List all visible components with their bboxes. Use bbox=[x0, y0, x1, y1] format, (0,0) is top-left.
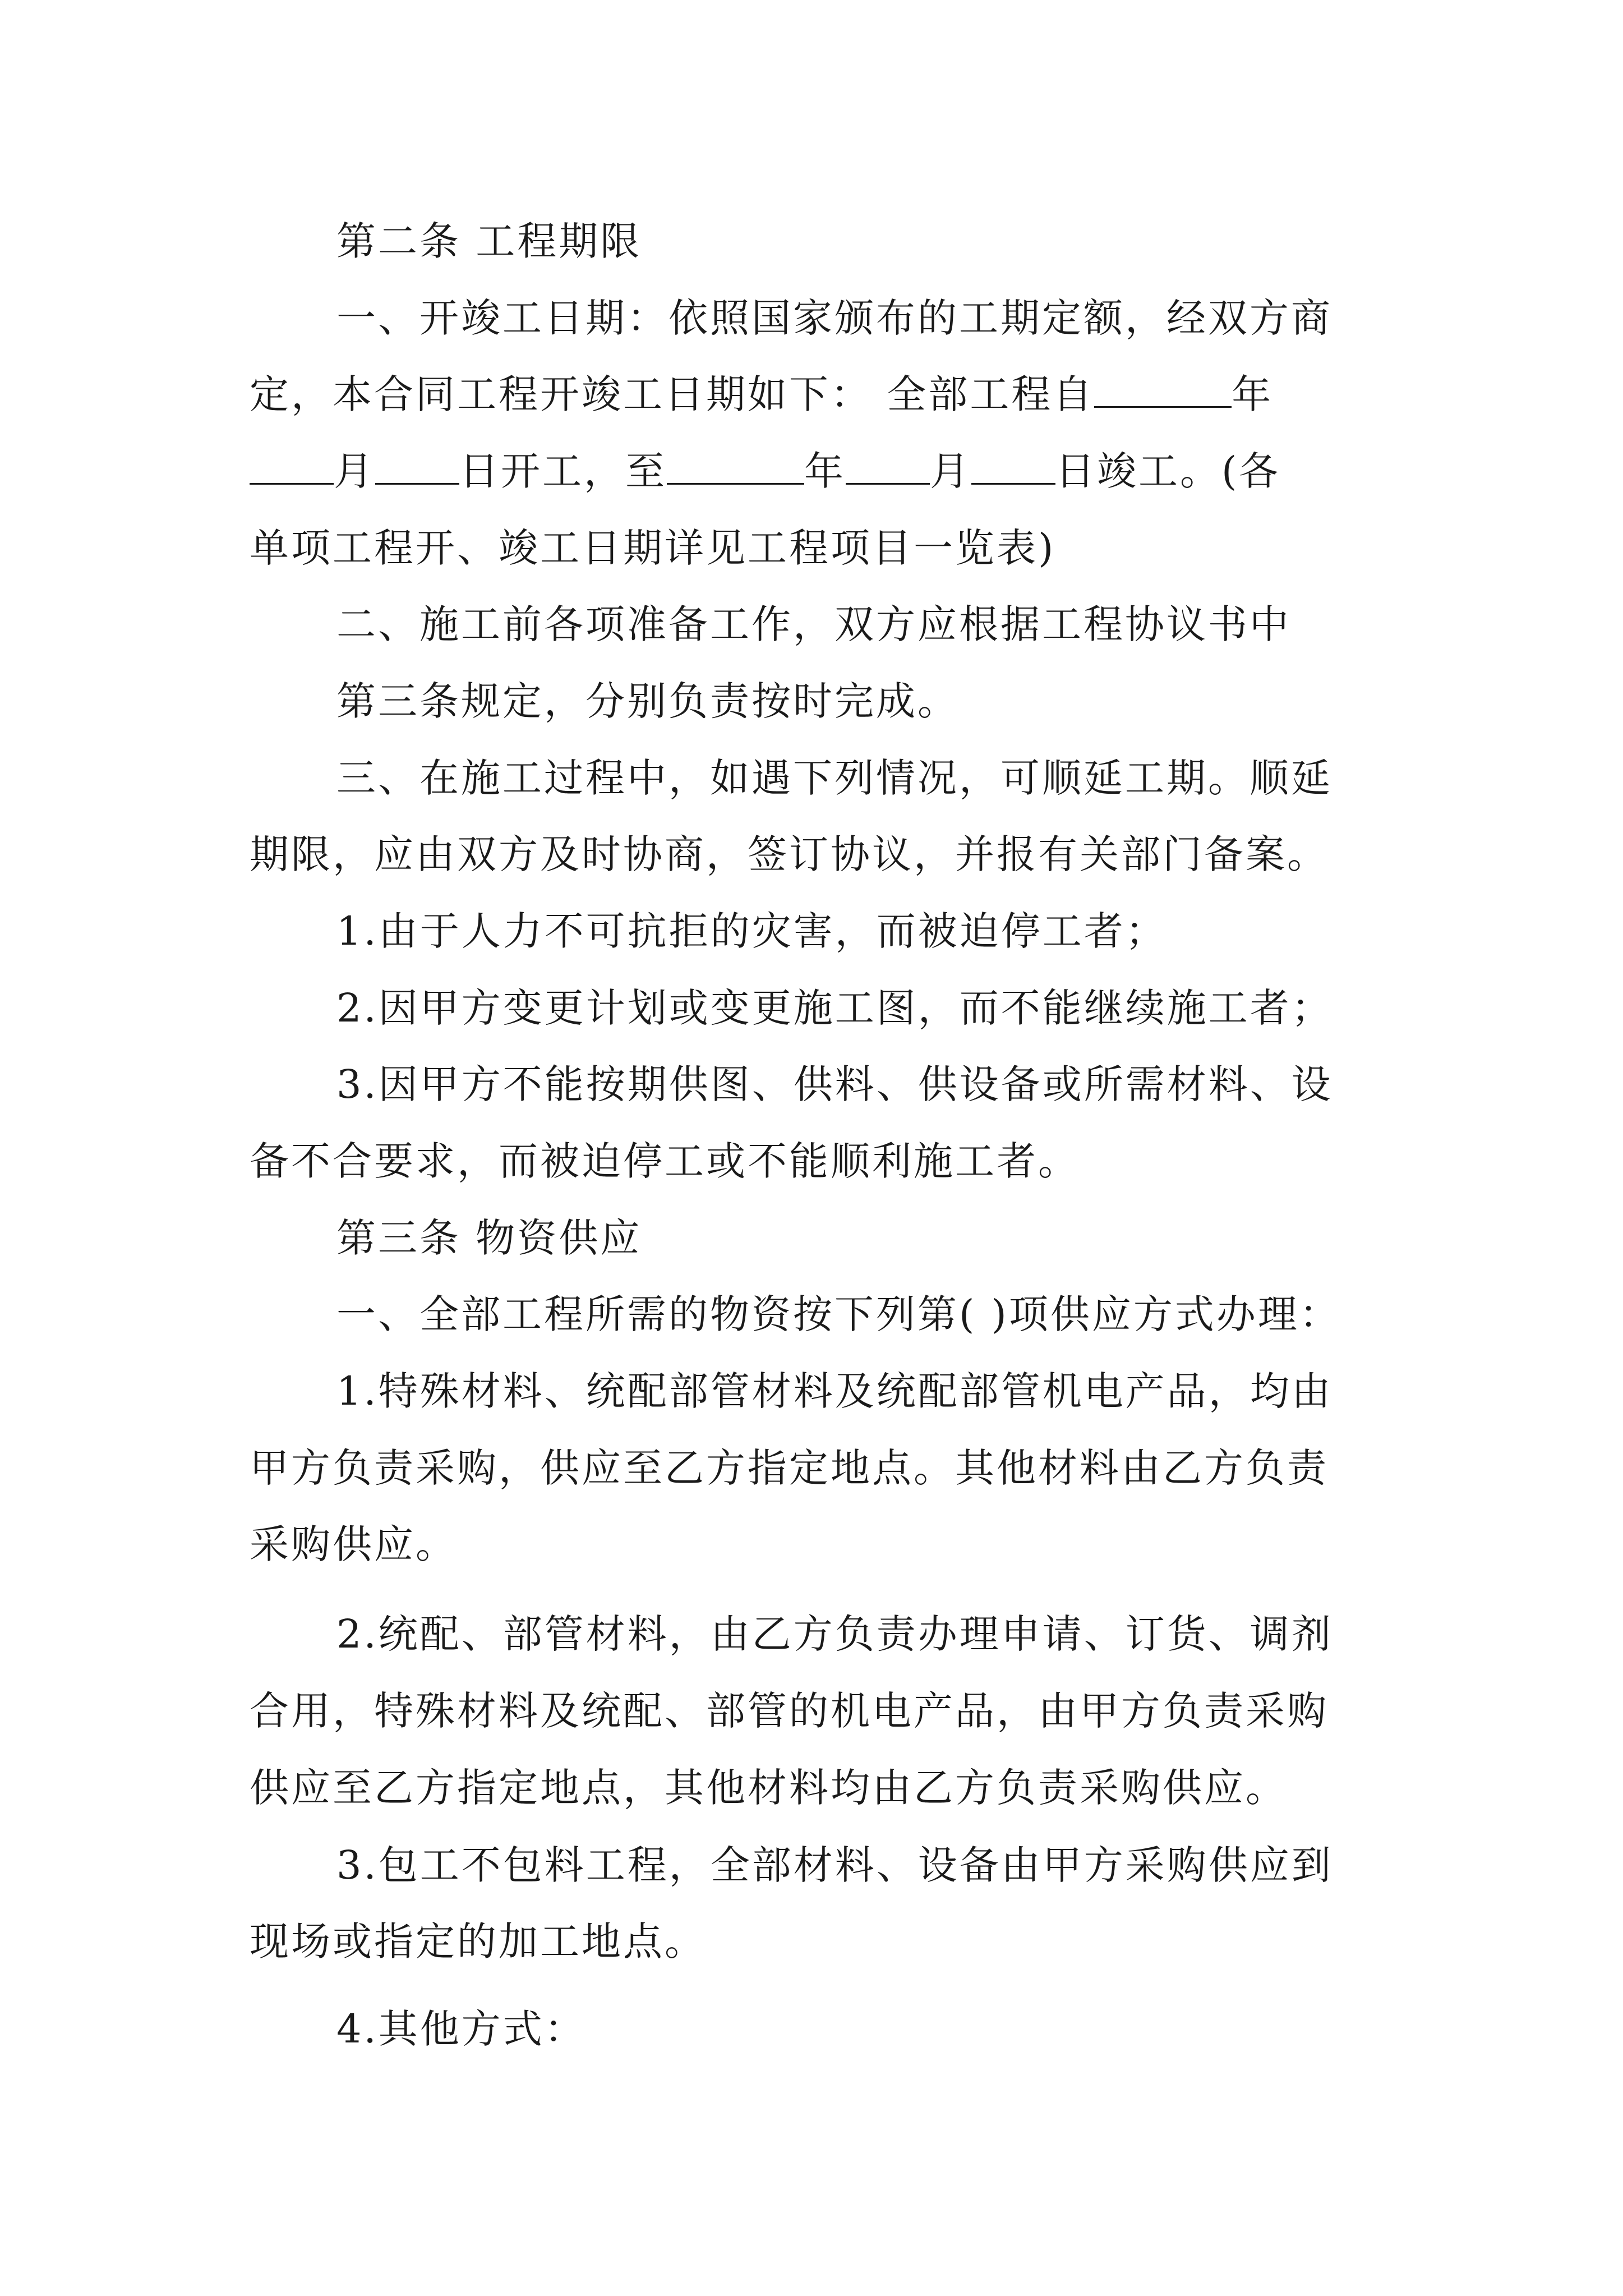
article2-p1-line1: 一、开竣工日期：依照国家颁布的工期定额，经双方商 bbox=[336, 295, 1332, 341]
article2-p1-line2 bbox=[250, 369, 1273, 420]
start-day-blank bbox=[375, 448, 459, 485]
article3-opt2-line1: 2.统配、部管材料，由乙方负责办理申请、订货、调剂 bbox=[336, 1611, 1333, 1657]
start-day-label: 日开工，至 bbox=[459, 448, 667, 494]
end-month-blank bbox=[846, 448, 930, 485]
article2-p3-line1: 三、在施工过程中，如遇下列情况，可顺延工期。顺延 bbox=[336, 755, 1332, 801]
article2-p1-line2-text: 定，本合同工程开竣工日期如下： 全部工程自 bbox=[250, 371, 1095, 417]
start-year-label: 年 bbox=[1232, 371, 1274, 417]
article2-p2-line1: 二、施工前各项准备工作，双方应根据工程协议书中 bbox=[336, 601, 1291, 647]
article2-p3-line2: 期限，应由双方及时协商，签订协议，并报有关部门备案。 bbox=[250, 831, 1329, 877]
article2-p1-line3 bbox=[250, 446, 1280, 496]
article2-heading: 第二条 工程期限 bbox=[336, 218, 642, 264]
article3-opt2-line2: 合用，特殊材料及统配、部管的机电产品，由甲方负责采购 bbox=[250, 1688, 1329, 1734]
article3-opt1-line2: 甲方负责采购，供应至乙方指定地点。其他材料由乙方负责 bbox=[250, 1445, 1329, 1491]
end-year-label: 年 bbox=[804, 448, 846, 494]
article3-opt4: 4.其他方式： bbox=[336, 2006, 586, 2052]
article3-opt3-line1: 3.包工不包料工程，全部材料、设备由甲方采购供应到 bbox=[336, 1842, 1333, 1888]
end-day-blank bbox=[971, 448, 1055, 485]
article3-heading: 第三条 物资供应 bbox=[336, 1215, 642, 1261]
article3-opt1-line1: 1.特殊材料、统配部管材料及统配部管机电产品，均由 bbox=[336, 1368, 1333, 1414]
article3-opt1-line3: 采购供应。 bbox=[250, 1521, 457, 1567]
article2-p2-line2: 第三条规定，分别负责按时完成。 bbox=[336, 678, 959, 724]
end-day-label: 日竣工。(各 bbox=[1055, 448, 1281, 494]
end-month-label: 月 bbox=[930, 448, 971, 494]
article3-opt3-line2: 现场或指定的加工地点。 bbox=[250, 1918, 706, 1964]
article2-item3-line1: 3.因甲方不能按期供图、供料、供设备或所需材料、设 bbox=[336, 1061, 1333, 1107]
article2-item3-line2: 备不合要求，而被迫停工或不能顺利施工者。 bbox=[250, 1138, 1080, 1184]
article3-opt2-line3: 供应至乙方指定地点，其他材料均由乙方负责采购供应。 bbox=[250, 1765, 1287, 1811]
article2-item2: 2.因甲方变更计划或变更施工图，而不能继续施工者； bbox=[336, 985, 1333, 1031]
start-month-label: 月 bbox=[334, 448, 375, 494]
article3-p1: 一、全部工程所需的物资按下列第( )项供应方式办理： bbox=[336, 1291, 1341, 1337]
start-year-blank bbox=[1094, 371, 1232, 408]
article2-item1: 1.由于人力不可抗拒的灾害，而被迫停工者； bbox=[336, 908, 1167, 954]
start-month-blank bbox=[250, 448, 334, 485]
end-year-blank bbox=[667, 448, 804, 485]
article2-p1-line4: 单项工程开、竣工日期详见工程项目一览表) bbox=[250, 525, 1056, 571]
